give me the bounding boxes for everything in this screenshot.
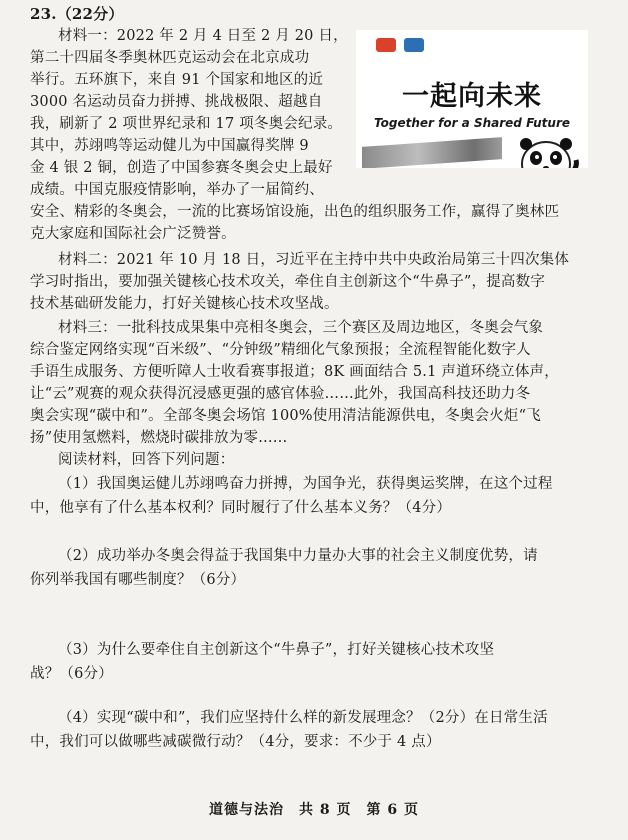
- material-3-line: 材料三：一批科技成果集中亮相冬奥会，三个赛区及周边地区，冬奥会气象: [58, 320, 544, 336]
- material-2-line: 材料二：2021 年 10 月 18 日，习近平在主持中共中央政治局第三十四次集体: [58, 252, 570, 268]
- sub-question-line: （1）我国奥运健儿苏翊鸣奋力拼搏，为国争光，获得奥运奖牌，在这个过程: [58, 476, 553, 492]
- poster-slogan-chinese: 一起向未来: [402, 81, 542, 112]
- material-1-line: 举行。五环旗下，来自 91 个国家和地区的近: [30, 72, 324, 88]
- material-1-line: 克大家庭和国际社会广泛赞誉。: [30, 226, 236, 242]
- question-header: 23.（22分）: [30, 5, 124, 23]
- sub-question-line: （4）实现“碳中和”，我们应坚持什么样的新发展理念？（2分）在日常生活: [58, 710, 548, 726]
- material-3-line: 让“云”观赛的观众获得沉浸感更强的感官体验……此外，我国高科技还助力冬: [30, 386, 531, 402]
- material-1-line: 安全、精彩的冬奥会，一流的比赛场馆设施，出色的组织服务工作，赢得了奥林匹: [30, 204, 560, 220]
- page-footer: 道德与法治 共 8 页 第 6 页: [209, 802, 419, 818]
- material-3-line: 奥会实现“碳中和”。全部冬奥会场馆 100%使用清洁能源供电，冬奥会火炬“飞: [30, 408, 541, 424]
- poster-slogan-english: Together for a Shared Future: [374, 116, 570, 130]
- material-3-line: 扬”使用氢燃料，燃烧时碳排放为零……: [30, 430, 288, 446]
- olympic-poster: [356, 30, 588, 168]
- material-1-line: 成绩。中国克服疫情影响，举办了一届简约、: [30, 182, 324, 198]
- sub-question-line: 中，他享有了什么基本权利？同时履行了什么基本义务？（4分）: [30, 500, 452, 516]
- material-1-line: 我，刷新了 2 项世界纪录和 17 项冬奥会纪录。: [30, 116, 343, 132]
- material-1-line: 材料一：2022 年 2 月 4 日至 2 月 20 日，: [58, 28, 348, 44]
- material-3-line: 综合鉴定网络实现“百米级”、“分钟级”精细化气象预报；全流程智能化数字人: [30, 342, 531, 358]
- material-1-line: 3000 名运动员奋力拼搏、挑战极限、超越自: [30, 94, 323, 110]
- sub-question-line: 中，我们可以做哪些减碳微行动？（4分，要求：不少于 4 点）: [30, 734, 441, 750]
- paralympic-emblem-icon: [404, 38, 424, 52]
- material-1-line: 其中，苏翊鸣等运动健儿为中国赢得奖牌 9: [30, 138, 309, 154]
- sub-question-line: （3）为什么要牵住自主创新这个“牛鼻子”，打好关键核心技术攻坚: [58, 642, 495, 658]
- great-wall-graphic: [362, 137, 502, 168]
- instruction-text: 阅读材料，回答下列问题：: [58, 452, 235, 468]
- sub-question-line: （2）成功举办冬奥会得益于我国集中力量办大事的社会主义制度优势，请: [58, 548, 538, 564]
- material-1-line: 第二十四届冬季奥林匹克运动会在北京成功: [30, 50, 310, 66]
- sub-question-line: 战？（6分）: [30, 666, 113, 682]
- beijing-2022-emblem-icon: [376, 38, 396, 52]
- material-1-line: 金 4 银 2 铜，创造了中国参赛冬奥会史上最好: [30, 160, 333, 176]
- material-3-line: 手语生成服务、方便听障人士收看赛事报道；8K 画面结合 5.1 声道环绕立体声，: [30, 364, 559, 380]
- sub-question-line: 你列举我国有哪些制度？（6分）: [30, 572, 246, 588]
- bing-dwen-dwen-mascot-icon: [506, 130, 582, 168]
- material-2-line: 学习时指出，要加强关键核心技术攻关，牵住自主创新这个“牛鼻子”，提高数字: [30, 274, 546, 290]
- material-2-line: 技术基础研发能力，打好关键核心技术攻坚战。: [30, 296, 339, 312]
